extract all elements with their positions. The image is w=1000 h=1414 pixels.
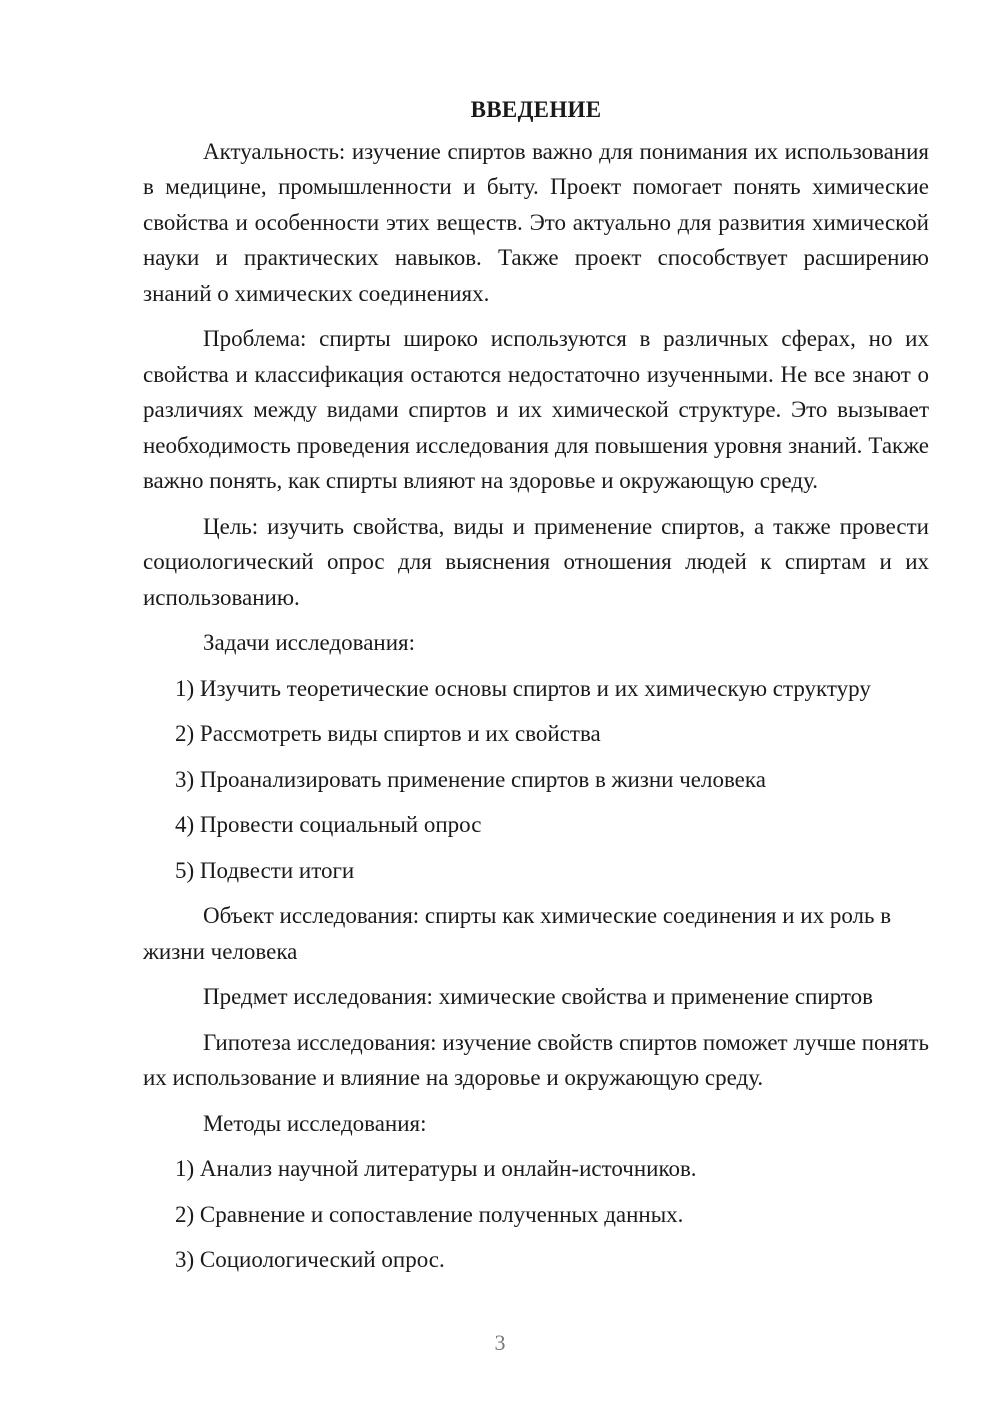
list-item: 1) Анализ научной литературы и онлайн-источников. bbox=[175, 1156, 697, 1181]
problem-paragraph: Проблема: спирты широко используются в различных сферах, но их свойства и классификация остаются недостаточно изученными. Не все знают о различиях между видами спиртов и их химической структуре. Это вызывает необходимость проведения исследования для повышения уровня знаний. Также важно понять, как спирты влияют на здоровье и окружающую среду. bbox=[143, 326, 929, 493]
tasks-heading: Задачи исследования: bbox=[203, 630, 416, 655]
section-title: ВВЕДЕНИЕ bbox=[470, 97, 602, 122]
list-item: 2) Рассмотреть виды спиртов и их свойства bbox=[175, 721, 601, 746]
hypothesis-paragraph: Гипотеза исследования: изучение свойств спиртов поможет лучше понять их использование и влияние на здоровье и окружающую среду. bbox=[143, 1029, 929, 1090]
page-number: 3 bbox=[494, 1330, 506, 1355]
tasks-list bbox=[143, 671, 929, 889]
list-item: 2) Сравнение и сопоставление полученных данных. bbox=[175, 1201, 684, 1227]
methods-heading: Методы исследования: bbox=[203, 1110, 427, 1136]
subject-paragraph: Предмет исследования: химические свойства и применение спиртов bbox=[203, 984, 874, 1009]
list-item: 3) Проанализировать применение спиртов в жизни человека bbox=[175, 766, 766, 792]
object-paragraph: Объект исследования: спирты как химические соединения и их роль в жизни человека bbox=[143, 903, 892, 964]
list-item: 3) Социологический опрос. bbox=[175, 1247, 445, 1272]
methods-list bbox=[143, 1151, 929, 1278]
list-item: 1) Изучить теоретические основы спиртов и их химическую структуру bbox=[175, 675, 871, 701]
relevance-paragraph: Актуальность: изучение спиртов важно для понимания их использования в медицине, промышленности и быту. Проект помогает понять химические свойства и особенности этих веществ. Это актуально для развития химической науки и практических навыков. Также проект способствует расширению знаний о химических соединениях. bbox=[143, 138, 929, 306]
list-item: 5) Подвести итоги bbox=[175, 857, 355, 883]
goal-paragraph: Цель: изучить свойства, виды и применение спиртов, а также провести социологический опрос для выяснения отношения людей к спиртам и их использованию. bbox=[143, 513, 929, 610]
list-item: 4) Провести социальный опрос bbox=[175, 812, 482, 837]
page-content bbox=[143, 92, 929, 1288]
